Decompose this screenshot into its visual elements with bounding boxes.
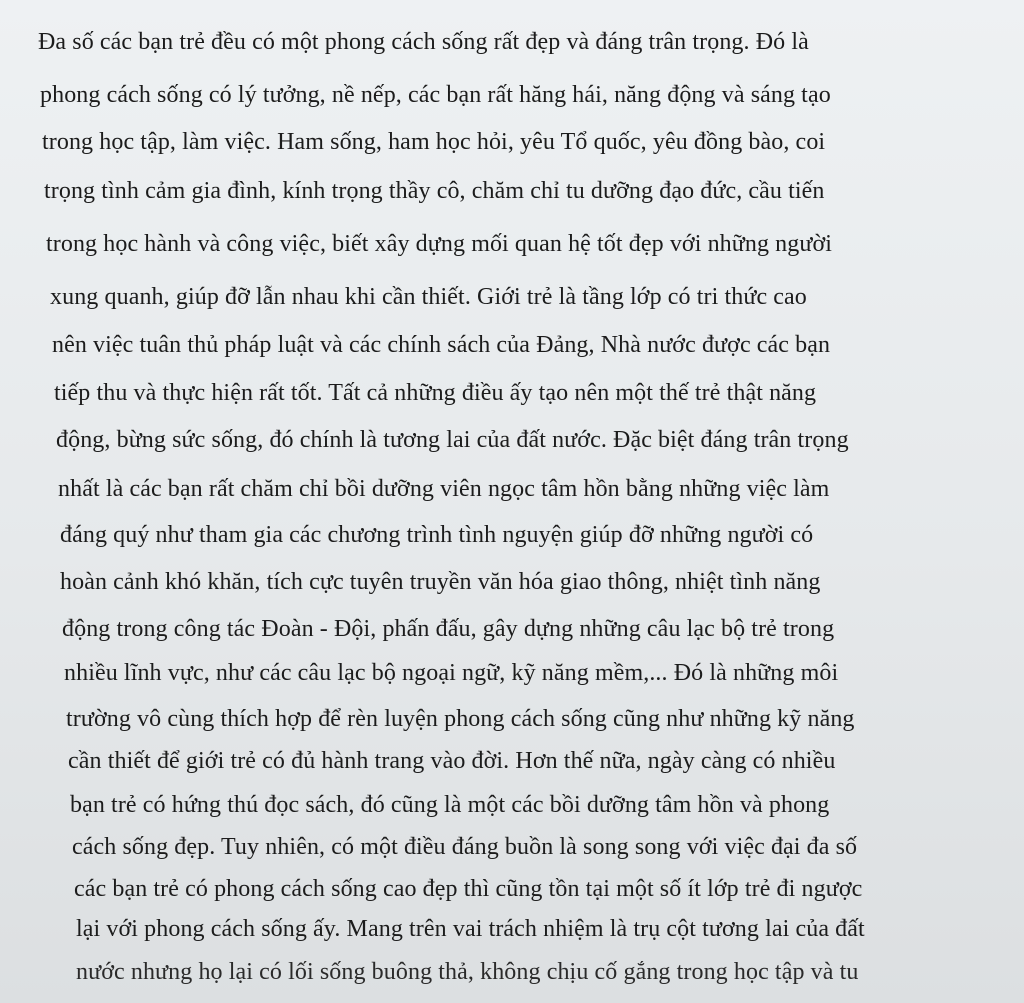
text-line-17: bạn trẻ có hứng thú đọc sách, đó cũng là một các bồi dưỡng tâm hồn và phong	[70, 792, 830, 818]
text-line-11: đáng quý như tham gia các chương trình tình nguyện giúp đỡ những người có	[60, 522, 814, 548]
text-line-21: nước nhưng họ lại có lối sống buông thả, không chịu cố gắng trong học tập và tu	[76, 959, 859, 985]
text-line-13: động trong công tác Đoàn - Đội, phấn đấu, gây dựng những câu lạc bộ trẻ trong	[62, 616, 835, 642]
text-line-8: tiếp thu và thực hiện rất tốt. Tất cả những điều ấy tạo nên một thế trẻ thật năng	[54, 380, 817, 406]
text-line-12: hoàn cảnh khó khăn, tích cực tuyên truyền văn hóa giao thông, nhiệt tình năng	[60, 569, 821, 595]
text-line-18: cách sống đẹp. Tuy nhiên, có một điều đáng buồn là song song với việc đại đa số	[72, 834, 858, 860]
text-line-10: nhất là các bạn rất chăm chỉ bồi dưỡng viên ngọc tâm hồn bằng những việc làm	[58, 476, 830, 502]
text-line-3: trong học tập, làm việc. Ham sống, ham học hỏi, yêu Tổ quốc, yêu đồng bào, coi	[42, 129, 826, 155]
text-line-15: trường vô cùng thích hợp để rèn luyện phong cách sống cũng như những kỹ năng	[66, 706, 855, 732]
text-line-14: nhiều lĩnh vực, như các câu lạc bộ ngoại ngữ, kỹ năng mềm,... Đó là những môi	[64, 660, 839, 686]
text-line-1: Đa số các bạn trẻ đều có một phong cách sống rất đẹp và đáng trân trọng. Đó là	[38, 29, 809, 55]
text-line-4: trọng tình cảm gia đình, kính trọng thầy cô, chăm chỉ tu dưỡng đạo đức, cầu tiến	[44, 178, 825, 204]
text-line-7: nên việc tuân thủ pháp luật và các chính sách của Đảng, Nhà nước được các bạn	[52, 332, 831, 358]
text-line-19: các bạn trẻ có phong cách sống cao đẹp thì cũng tồn tại một số ít lớp trẻ đi ngược	[74, 876, 863, 902]
text-line-5: trong học hành và công việc, biết xây dựng mối quan hệ tốt đẹp với những người	[46, 231, 833, 257]
text-line-20: lại với phong cách sống ấy. Mang trên vai trách nhiệm là trụ cột tương lai của đất	[76, 916, 865, 942]
text-line-2: phong cách sống có lý tưởng, nề nếp, các bạn rất hăng hái, năng động và sáng tạo	[40, 82, 831, 108]
text-line-16: cần thiết để giới trẻ có đủ hành trang vào đời. Hơn thế nữa, ngày càng có nhiều	[68, 748, 836, 774]
text-line-6: xung quanh, giúp đỡ lẫn nhau khi cần thiết. Giới trẻ là tầng lớp có tri thức cao	[50, 284, 807, 310]
text-line-9: động, bừng sức sống, đó chính là tương lai của đất nước. Đặc biệt đáng trân trọng	[56, 427, 849, 453]
